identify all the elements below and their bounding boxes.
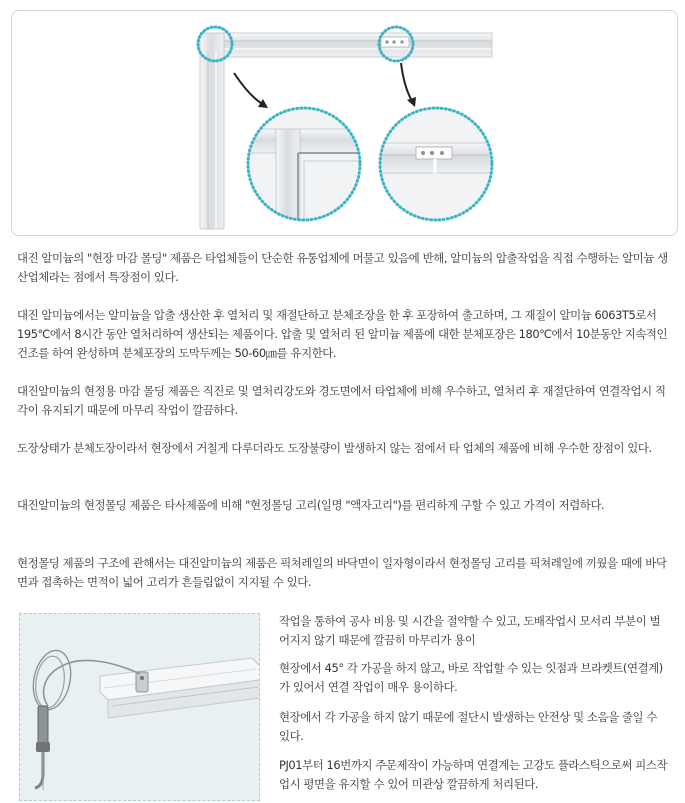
joint-arrow (401, 63, 412, 101)
structure-paragraph: 현정몰딩 제품의 구조에 관해서는 대진알미늄의 제품은 픽쳐레일의 바닥면이 일자형이라서 현정몰딩 고리를 픽쳐레일에 끼웠을 때에 바닥면과 접촉하는 면적이 넓어 고리가 흔들림없이 지지될 수 있다. (17, 556, 667, 589)
joint-zoom (376, 108, 500, 220)
molding-corner-figure (11, 10, 678, 236)
hook-paragraph: 대진알미늄의 현정몰딩 제품은 타사제품에 비해 "현정몰딩 고리(일명 "액자고리")를 편리하게 구할 수 있고 가격이 저렴하다. (17, 498, 605, 512)
feature-item: 작업을 통하여 공사 비용 및 시간을 절약할 수 있고, 도배작업시 모서리 부분이 벌어지지 않기 때문에 깔끔히 마무리가 용이 (279, 614, 661, 647)
strength-paragraph: 대진알미늄의 현정용 마감 몰딩 제품은 직진로 및 열처리강도와 경도면에서 타업체에 비해 우수하고, 열처리 후 재절단하여 연결작업시 직각이 유지되기 때문에 마무리 작업이 깔끔하다. (17, 384, 666, 417)
rail-hook (136, 672, 148, 692)
process-paragraph: 대진 알미늄에서는 알미늄을 압출 생산한 후 열처리 및 재절단하고 분체조장을 한 후 포장하여 출고하며, 그 재질이 알미늄 6063T5로서 195℃에서 8시간 동안 열처리하여 생산되는 제품이다. 압출 및 열처리 된 알미늄 제품에 대한 분체포장은 180℃에서 10분동안 지속적인 건조를 하여 완성하며 분체포장의 도막두께는 50-60㎛를 유지한다. (17, 308, 668, 360)
intro-paragraph: 대진 알미늄의 "현장 마감 몰딩" 제품은 타업체들이 단순한 유통업체에 머물고 있음에 반해, 알미늄의 압출작업을 직접 수행하는 알미늄 생산업체라는 점에서 특장점이 있다. (17, 251, 668, 284)
corner-arrow (234, 73, 264, 105)
picture-rail-illustration (20, 614, 260, 801)
corner-zoom (248, 108, 368, 229)
feature-item: PJ01부터 16번까지 주문제작이 가능하며 연결계는 고강도 플라스틱으로써 피스작업시 평면을 유지할 수 있어 미관상 깔끔하게 처리된다. (279, 758, 668, 791)
horizontal-rail (200, 33, 492, 57)
coating-paragraph: 도장상태가 분체도장이라서 현장에서 거칠게 다루더라도 도장불량이 발생하지 않는 점에서 타 업체의 제품에 비해 우수한 장점이 있다. (17, 441, 652, 455)
picture-rail-figure (19, 613, 260, 801)
feature-item: 현장에서 45° 각 가공을 하지 않고, 바로 작업할 수 있는 잇점과 브라켓트(연결계)가 있어서 연결 작업이 매우 용이하다. (279, 661, 663, 694)
molding-corner-illustration (12, 11, 678, 236)
adjuster-hook (35, 706, 50, 790)
feature-item: 현장에서 각 가공을 하지 않기 때문에 절단시 발생하는 안전상 및 소음을 줄일 수 있다. (279, 710, 657, 743)
vertical-rail (200, 33, 224, 229)
